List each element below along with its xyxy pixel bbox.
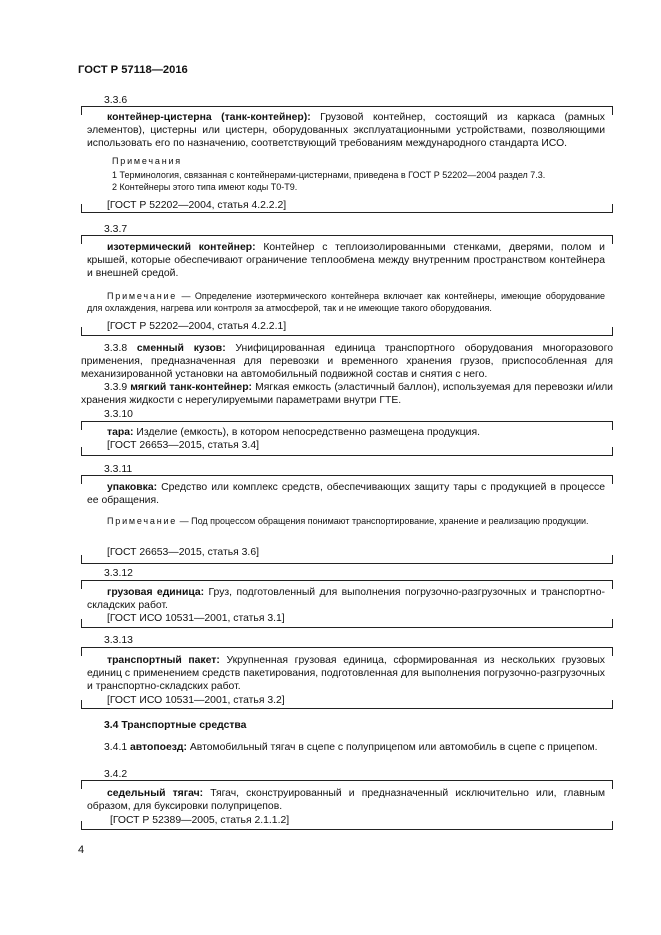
entry-number: 3.3.11: [104, 464, 133, 475]
note: [87, 291, 605, 314]
document-header: ГОСТ Р 57118—2016: [78, 64, 188, 76]
definition-paragraph: [87, 426, 605, 439]
entry-number: 3.3.7: [104, 224, 128, 235]
definition: Контейнер с теплоизолированными стенками, дверями, полом и крышей, которые обеспечивают ограничение теплообмена между внутренним пространством контейнера и внешней средой.: [87, 242, 605, 279]
term-box-3-3-6: [81, 106, 613, 213]
definition-paragraph-3-3-9: [81, 381, 613, 407]
term: изотермический контейнер:: [107, 242, 256, 253]
term: автопоезд:: [130, 742, 187, 753]
term: сменный кузов:: [136, 343, 226, 354]
definition-paragraph: [87, 241, 605, 280]
definition: Мягкая емкость (эластичный баллон), используемая для перевозки и/или хранения жидкости с нерегулируемыми параметрами внутри ГТЕ.: [81, 382, 613, 406]
entry-number: 3.3.9: [104, 382, 128, 393]
definition: Унифицированная единица транспортного оборудования многоразового применения, предназначенная для перевозки и временного хранения грузов, приспособленная для механизированной установки на автомобильный подвижной состав и снятия с него.: [81, 343, 613, 380]
note-text: — Определение изотермического контейнера включает как контейнеры, имеющие оборудование для охлаждения, нагрева или контроля за атмосферой, так и не имеющие такого оборудования.: [87, 291, 605, 313]
source-reference: [ГОСТ Р 52389—2005, статья 2.1.1.2]: [110, 815, 290, 826]
definition: Автомобильный тягач в сцепе с полуприцепом или автомобиль в сцепе с прицепом.: [186, 742, 598, 753]
definition-paragraph: [87, 787, 605, 813]
entry-number: 3.3.10: [104, 409, 133, 420]
entry-number: 3.4.2: [104, 769, 128, 780]
entry-number: 3.3.12: [104, 568, 133, 579]
definition: Средство или комплекс средств, обеспечивающих защиту тары с продукцией в процессе ее обращения.: [87, 482, 605, 506]
term-box-3-3-13: [81, 647, 613, 709]
entry-number: 3.3.8: [104, 343, 128, 354]
note-1: 1 Терминология, связанная с контейнерами-цистернами, приведена в ГОСТ Р 52202—2004 раздел 7.3.: [112, 170, 546, 180]
term: мягкий танк-контейнер:: [130, 382, 253, 393]
note: [87, 516, 605, 528]
definition-paragraph-3-3-8: [81, 342, 613, 381]
term-box-3-3-11: [81, 475, 613, 564]
term: транспортный пакет:: [107, 655, 220, 666]
source-reference: [ГОСТ 26653—2015, статья 3.4]: [107, 440, 259, 451]
entry-number: 3.3.13: [104, 635, 133, 646]
definition: Грузовой контейнер, состоящий из каркаса (рамных элементов), цистерны или цистерн, оборудованных эксплуатационными устройствами, позволяющими использовать его по назначению, соответствующий требованиям международного стандарта ИСО.: [87, 112, 606, 149]
term: грузовая единица:: [107, 587, 205, 598]
source-reference: [ГОСТ ИСО 10531—2001, статья 3.2]: [107, 695, 285, 706]
section-title: 3.4 Транспортные средства: [104, 720, 247, 731]
definition: Укрупненная грузовая единица, сформированная из нескольких грузовых единиц с применением средств пакетирования, подготовленная для выполнения погрузочно-разгрузочных и транспортно-складских работ.: [87, 655, 606, 692]
definition-paragraph: [87, 111, 605, 150]
note-label: Примечание: [107, 516, 178, 526]
source-reference: [ГОСТ ИСО 10531—2001, статья 3.1]: [107, 613, 285, 624]
term-box-3-3-10: [81, 421, 613, 456]
page-number: 4: [78, 844, 85, 856]
term: седельный тягач:: [107, 788, 204, 799]
definition: Изделие (емкость), в котором непосредственно размещена продукция.: [133, 427, 481, 438]
term: упаковка:: [107, 482, 158, 493]
notes-title: Примечания: [112, 156, 182, 166]
term-box-3-3-12: [81, 580, 613, 628]
definition: Груз, подготовленный для выполнения погрузочно-разгрузочных и транспортно-складских работ.: [87, 587, 605, 611]
term: тара:: [107, 427, 134, 438]
term: контейнер-цистерна (танк-контейнер):: [107, 112, 311, 123]
definition-paragraph: [87, 481, 605, 507]
term-box-3-3-7: [81, 235, 613, 336]
definition: Тягач, сконструированный и предназначенный исключительно или, главным образом, для буксировки полуприцепов.: [87, 788, 605, 812]
entry-number: 3.3.6: [104, 95, 128, 106]
definition-paragraph: [87, 654, 605, 693]
definition-paragraph: [87, 586, 605, 612]
note-text: — Под процессом обращения понимают транспортирование, хранение и реализацию продукции.: [177, 516, 589, 526]
source-reference: [ГОСТ Р 52202—2004, статья 4.2.2.1]: [107, 321, 287, 332]
note-label: Примечание: [107, 291, 178, 301]
definition-paragraph-3-4-1: [81, 741, 613, 754]
term-box-3-4-2: [81, 780, 613, 830]
source-reference: [ГОСТ Р 52202—2004, статья 4.2.2.2]: [107, 200, 287, 211]
entry-number: 3.4.1: [104, 742, 128, 753]
note-2: 2 Контейнеры этого типа имеют коды T0-T9.: [112, 182, 298, 192]
source-reference: [ГОСТ 26653—2015, статья 3.6]: [107, 547, 259, 558]
